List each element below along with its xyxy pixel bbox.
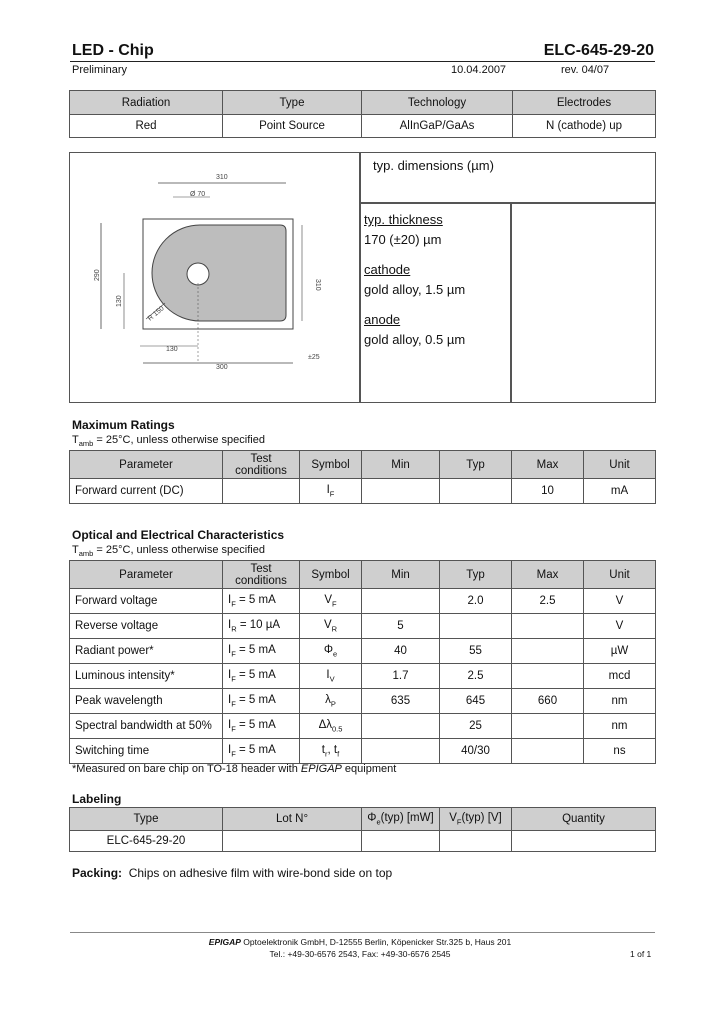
table-row xyxy=(70,479,656,504)
summary-technology: AlInGaP/GaAs xyxy=(362,115,513,138)
label-top-width: 310 xyxy=(216,174,228,181)
oe-min: 635 xyxy=(362,689,440,714)
oe-unit: nm xyxy=(584,714,656,739)
max-ratings-title: Maximum Ratings xyxy=(72,418,175,432)
packing-line xyxy=(72,866,392,880)
oe-typ: 2.0 xyxy=(440,589,512,614)
oe-header-unit: Unit xyxy=(584,561,656,589)
oe-header-max: Max xyxy=(512,561,584,589)
oe-parameter: Reverse voltage xyxy=(70,614,223,639)
table-row xyxy=(70,614,656,639)
oe-max xyxy=(512,739,584,764)
label-lower-height: 130 xyxy=(116,295,123,307)
label-offset: 130 xyxy=(166,346,178,353)
cathode-pad xyxy=(152,225,286,321)
date-text: 10.04.2007 xyxy=(451,64,507,76)
header-rule xyxy=(70,61,655,62)
oe-min xyxy=(362,739,440,764)
optical-table xyxy=(69,560,656,764)
label-left-height: 290 xyxy=(94,269,101,281)
lab-header-quantity: Quantity xyxy=(512,808,656,831)
oe-unit: µW xyxy=(584,639,656,664)
oe-header-symbol: Symbol xyxy=(300,561,362,589)
lab-quantity xyxy=(512,831,656,852)
label-right-height: 310 xyxy=(314,279,321,291)
label-tolerance: ±25 xyxy=(308,354,320,361)
oe-min: 40 xyxy=(362,639,440,664)
oe-parameter: Peak wavelength xyxy=(70,689,223,714)
mr-unit: mA xyxy=(584,479,656,504)
oe-max: 660 xyxy=(512,689,584,714)
table-row xyxy=(70,689,656,714)
summary-header-type: Type xyxy=(223,91,362,115)
dims-spec-box xyxy=(359,202,512,403)
oe-symbol: $t_r$, $t_f$ xyxy=(300,739,362,764)
doc-title: LED - Chip xyxy=(72,42,154,59)
mr-max: 10 xyxy=(512,479,584,504)
oe-header-parameter: Parameter xyxy=(70,561,223,589)
summary-header-electrodes: Electrodes xyxy=(513,91,656,115)
mr-header-max: Max xyxy=(512,451,584,479)
thickness-value: 170 (±20) µm xyxy=(364,232,442,247)
oe-typ: 2.5 xyxy=(440,664,512,689)
oe-unit: V xyxy=(584,589,656,614)
oe-parameter: Forward voltage xyxy=(70,589,223,614)
mr-conditions xyxy=(223,479,300,504)
cathode-label: cathode xyxy=(364,262,411,277)
summary-electrodes: N (cathode) up xyxy=(513,115,656,138)
labeling-title: Labeling xyxy=(72,792,122,806)
max-ratings-table xyxy=(69,450,656,504)
mr-symbol: $I_F$ xyxy=(300,479,362,504)
oe-max xyxy=(512,664,584,689)
oe-conditions: $I_R = 10$ µA xyxy=(223,614,300,639)
lab-power xyxy=(362,831,440,852)
table-row xyxy=(70,739,656,764)
footer-rule xyxy=(70,932,655,933)
oe-min xyxy=(362,589,440,614)
oe-header-conditions: Test conditions xyxy=(223,561,300,589)
summary-type: Point Source xyxy=(223,115,362,138)
mr-header-typ: Typ xyxy=(440,451,512,479)
anode-value: gold alloy, 0.5 µm xyxy=(364,332,466,347)
oe-typ: 55 xyxy=(440,639,512,664)
oe-unit: mcd xyxy=(584,664,656,689)
lab-header-voltage: $V_F(typ)$ [V] xyxy=(440,808,512,831)
status-text: Preliminary xyxy=(72,64,128,76)
cathode-value: gold alloy, 1.5 µm xyxy=(364,282,466,297)
oe-symbol: $\lambda_P$ xyxy=(300,689,362,714)
oe-parameter: Switching time xyxy=(70,739,223,764)
oe-parameter: Radiant power* xyxy=(70,639,223,664)
mr-header-unit: Unit xyxy=(584,451,656,479)
oe-symbol: $V_F$ xyxy=(300,589,362,614)
oe-max xyxy=(512,614,584,639)
dims-empty-box xyxy=(510,202,656,403)
summary-table xyxy=(69,90,656,138)
table-row xyxy=(70,589,656,614)
max-ratings-condition: $T_{amb} = 25^\circ C$, unless otherwise specified xyxy=(72,434,265,449)
oe-min: 1.7 xyxy=(362,664,440,689)
oe-conditions: $I_F = 5$ mA xyxy=(223,589,300,614)
oe-unit: nm xyxy=(584,689,656,714)
oe-header-min: Min xyxy=(362,561,440,589)
bond-pad xyxy=(187,263,209,285)
lab-header-lot: Lot N° xyxy=(223,808,362,831)
labeling-table xyxy=(69,807,656,852)
oe-parameter: Luminous intensity* xyxy=(70,664,223,689)
mr-header-conditions: Test conditions xyxy=(223,451,300,479)
lab-voltage xyxy=(440,831,512,852)
anode-label: anode xyxy=(364,312,401,327)
oe-typ: 645 xyxy=(440,689,512,714)
chip-drawing xyxy=(70,153,360,402)
lab-header-type: Type xyxy=(70,808,223,831)
table-row xyxy=(70,639,656,664)
oe-symbol: $\Delta\lambda_{0.5}$ xyxy=(300,714,362,739)
measurement-footnote: *Measured on bare chip on TO-18 header with EPIGAP equipment xyxy=(72,763,397,775)
footer-contact: Tel.: +49-30-6576 2543, Fax: +49-30-6576 2545 xyxy=(269,949,451,959)
chip-drawing-frame xyxy=(69,152,361,403)
mr-parameter: Forward current (DC) xyxy=(70,479,223,504)
dims-heading-box xyxy=(359,152,656,204)
dims-heading: typ. dimensions (µm) xyxy=(373,158,494,173)
oe-min xyxy=(362,714,440,739)
summary-header-radiation: Radiation xyxy=(70,91,223,115)
label-corner: R 150 xyxy=(146,305,166,323)
mr-header-parameter: Parameter xyxy=(70,451,223,479)
oe-typ xyxy=(440,614,512,639)
table-row xyxy=(70,714,656,739)
oe-conditions: $I_F = 5$ mA xyxy=(223,714,300,739)
mr-typ xyxy=(440,479,512,504)
oe-conditions: $I_F = 5$ mA xyxy=(223,689,300,714)
packing-label: Packing: xyxy=(72,866,123,880)
oe-max xyxy=(512,714,584,739)
oe-symbol: $V_R$ xyxy=(300,614,362,639)
thickness-label: typ. thickness xyxy=(364,212,443,227)
optical-condition: $T_{amb} = 25^\circ C$, unless otherwise specified xyxy=(72,544,265,559)
footer-address: EPIGAP Optoelektronik GmbH, D-12555 Berlin, Köpenicker Str.325 b, Haus 201 xyxy=(208,937,512,947)
oe-unit: ns xyxy=(584,739,656,764)
oe-parameter: Spectral bandwidth at 50% xyxy=(70,714,223,739)
page-number: 1 of 1 xyxy=(630,949,652,959)
oe-unit: V xyxy=(584,614,656,639)
oe-max xyxy=(512,639,584,664)
mr-header-min: Min xyxy=(362,451,440,479)
oe-typ: 25 xyxy=(440,714,512,739)
optical-title: Optical and Electrical Characteristics xyxy=(72,528,285,542)
oe-conditions: $I_F = 5$ mA xyxy=(223,739,300,764)
packing-text: Chips on adhesive film with wire-bond side on top xyxy=(128,866,393,880)
table-row xyxy=(70,831,656,852)
oe-conditions: $I_F = 5$ mA xyxy=(223,639,300,664)
table-row xyxy=(70,664,656,689)
oe-symbol: $\Phi_e$ xyxy=(300,639,362,664)
lab-lot xyxy=(223,831,362,852)
part-number: ELC-645-29-20 xyxy=(543,42,654,59)
oe-header-typ: Typ xyxy=(440,561,512,589)
summary-header-technology: Technology xyxy=(362,91,513,115)
label-bottom-width: 300 xyxy=(216,364,228,371)
oe-max: 2.5 xyxy=(512,589,584,614)
oe-min: 5 xyxy=(362,614,440,639)
oe-typ: 40/30 xyxy=(440,739,512,764)
oe-conditions: $I_F = 5$ mA xyxy=(223,664,300,689)
mr-min xyxy=(362,479,440,504)
mr-header-symbol: Symbol xyxy=(300,451,362,479)
label-diameter: Ø 70 xyxy=(190,191,206,198)
lab-type: ELC-645-29-20 xyxy=(70,831,223,852)
revision-text: rev. 04/07 xyxy=(561,64,610,76)
lab-header-power: $\Phi_e(typ)$ [mW] xyxy=(362,808,440,831)
oe-symbol: $I_V$ xyxy=(300,664,362,689)
summary-radiation: Red xyxy=(70,115,223,138)
